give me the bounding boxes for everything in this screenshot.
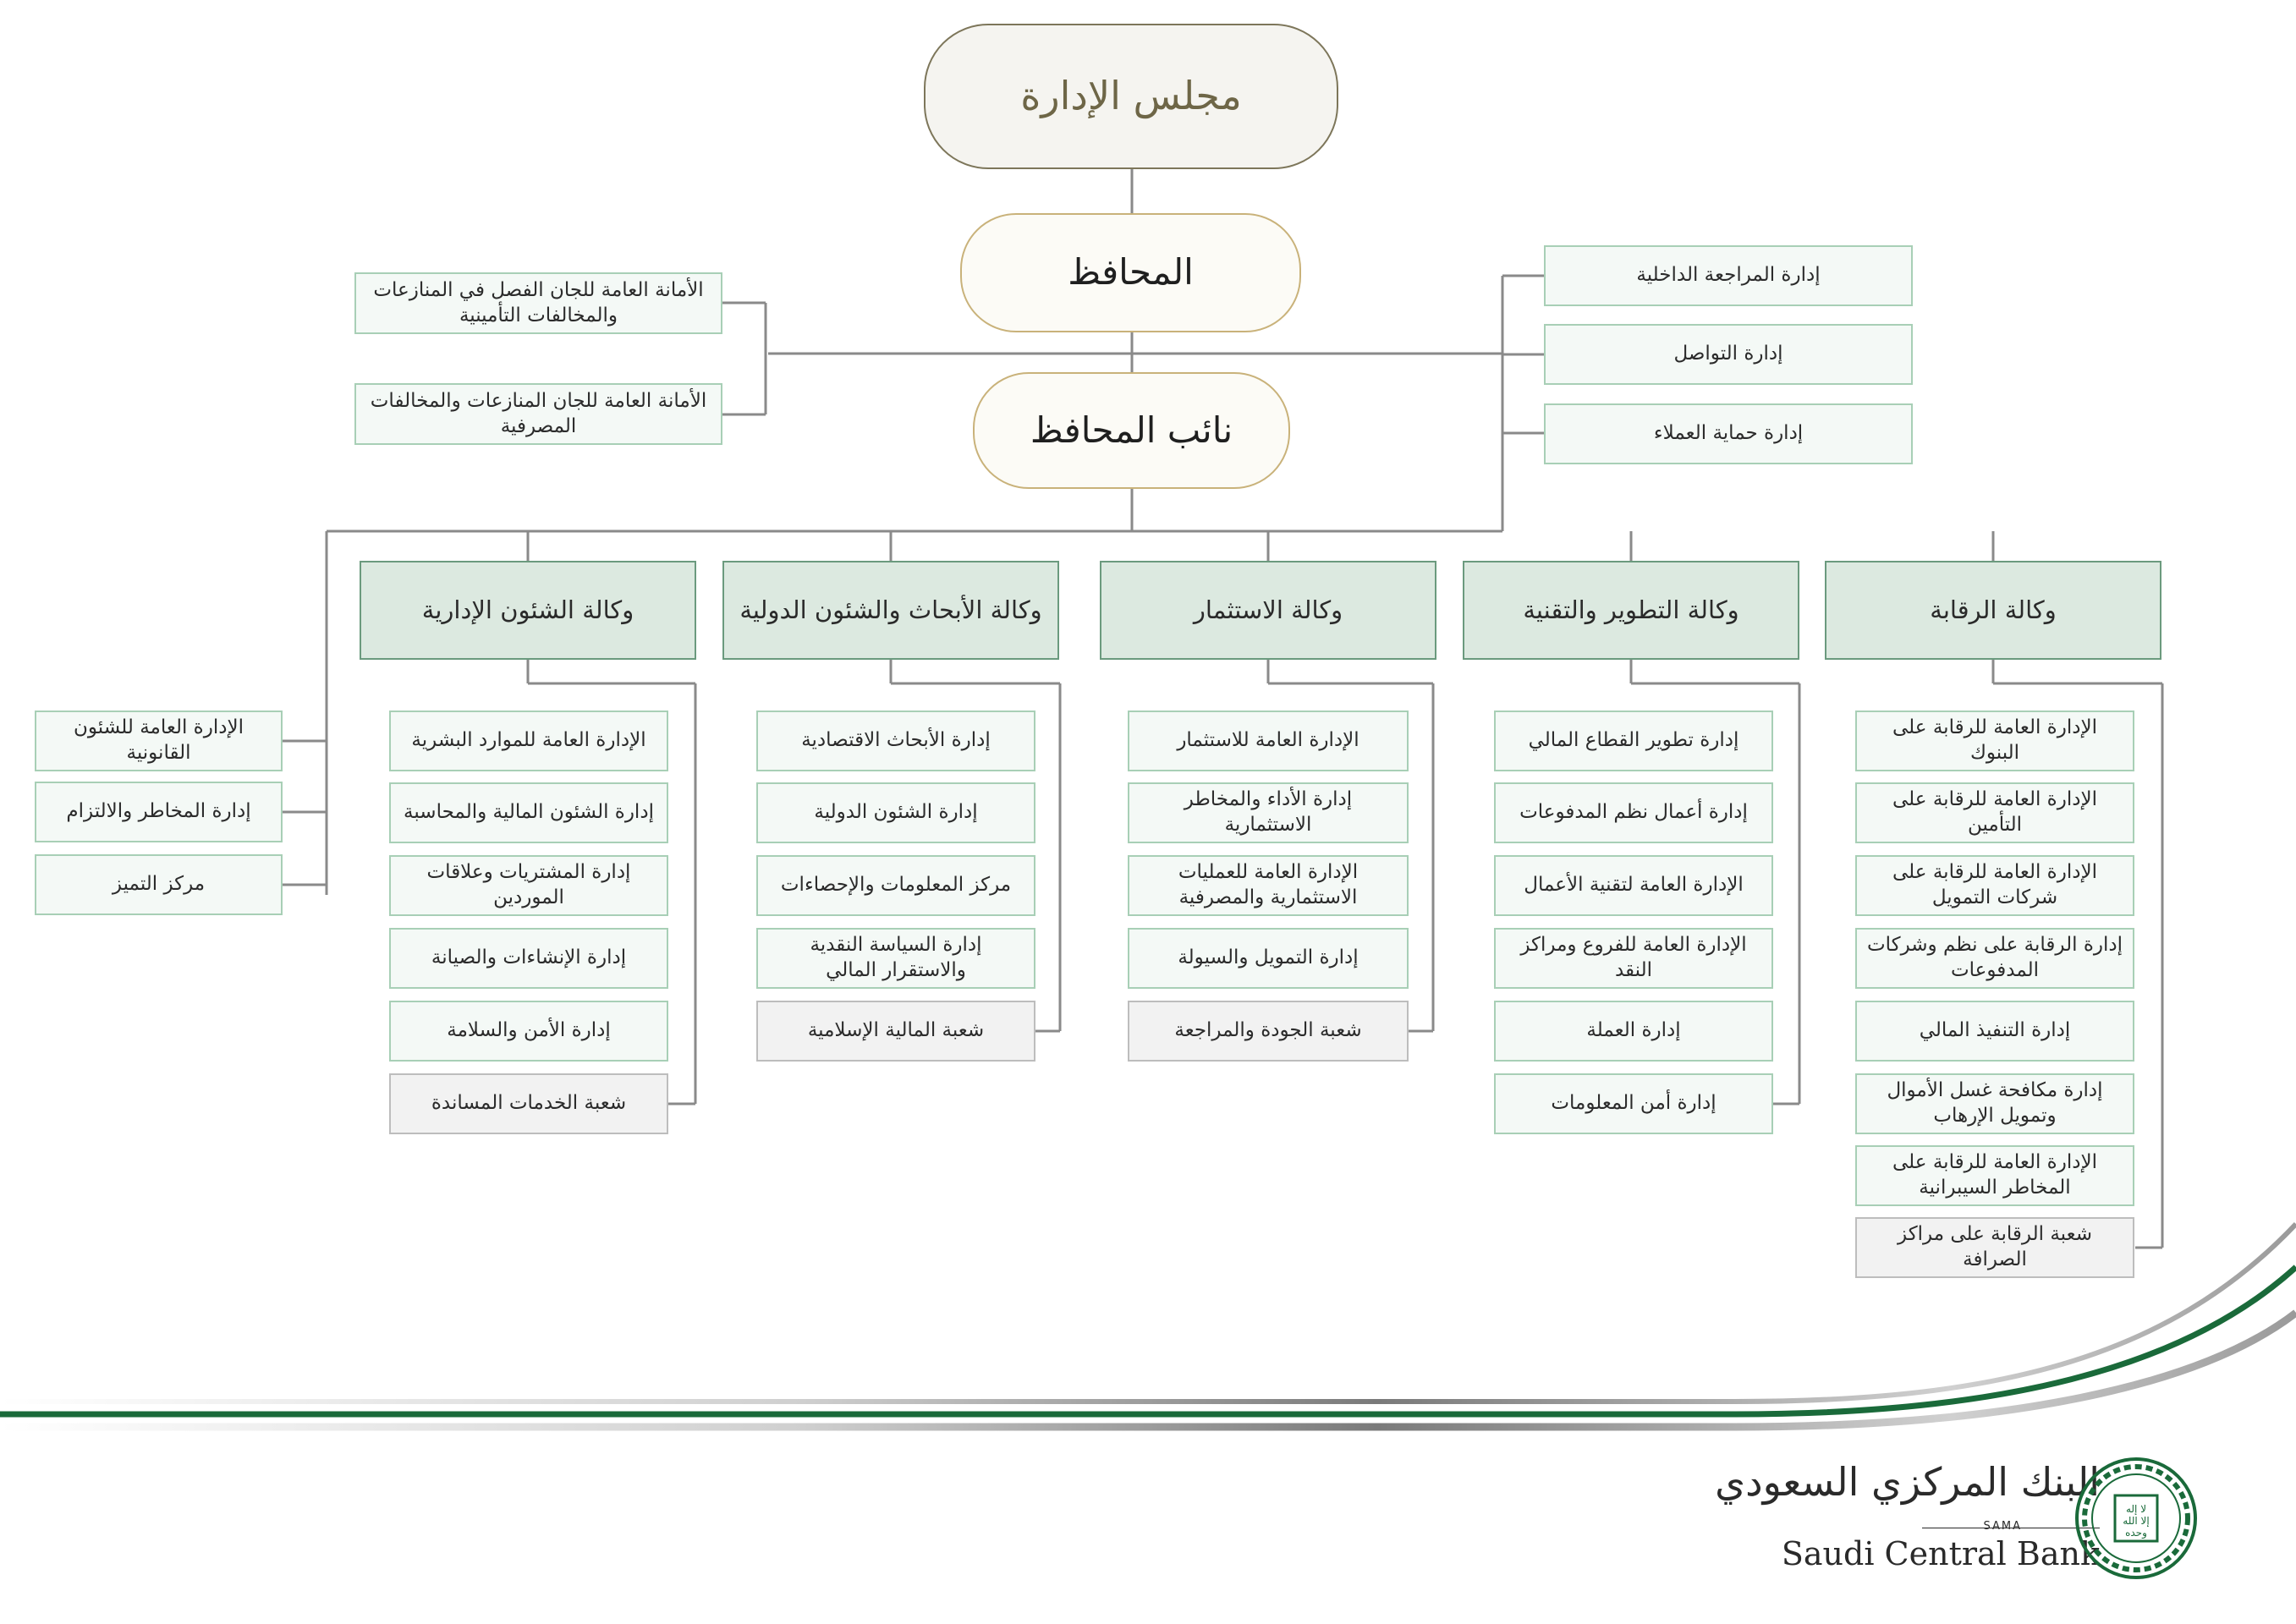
department-box: إدارة العملة <box>1494 1001 1773 1062</box>
admin-side-unit: الإدارة العامة للشئون القانونية <box>35 710 283 771</box>
svg-text:لا إله: لا إله <box>2125 1503 2147 1515</box>
agency-header: وكالة الرقابة <box>1825 561 2161 660</box>
division-box: شعبة الرقابة على مراكز الصرافة <box>1855 1217 2134 1278</box>
admin-side-unit: إدارة المخاطر والالتزام <box>35 782 283 842</box>
department-box: مركز المعلومات والإحصاءات <box>756 855 1035 916</box>
department-box: الإدارة العامة للرقابة على المخاطر السيبرانية <box>1855 1145 2134 1206</box>
department-box: الإدارة العامة للاستثمار <box>1128 710 1409 771</box>
svg-text:إلا الله: إلا الله <box>2123 1515 2150 1527</box>
division-box: شعبة الخدمات المساندة <box>389 1073 668 1134</box>
deputy-governor-node: نائب المحافظ <box>973 372 1290 489</box>
department-box: إدارة مكافحة غسل الأموال وتمويل الإرهاب <box>1855 1073 2134 1134</box>
agency-header: وكالة الشئون الإدارية <box>360 561 696 660</box>
department-box: الإدارة العامة لتقنية الأعمال <box>1494 855 1773 916</box>
department-box: إدارة التنفيذ المالي <box>1855 1001 2134 1062</box>
department-box: إدارة الأبحاث الاقتصادية <box>756 710 1035 771</box>
department-box: إدارة التمويل والسيولة <box>1128 928 1409 989</box>
department-box: إدارة الإنشاءات والصيانة <box>389 928 668 989</box>
right-unit: إدارة حماية العملاء <box>1544 403 1913 464</box>
department-box: إدارة أعمال نظم المدفوعات <box>1494 782 1773 843</box>
bank-abbreviation: SAMA <box>1983 1520 2022 1533</box>
admin-side-unit: مركز التميز <box>35 854 283 915</box>
department-box: الإدارة العامة للموارد البشرية <box>389 710 668 771</box>
board-node: مجلس الإدارة <box>924 24 1338 169</box>
department-box: الإدارة العامة للرقابة على شركات التمويل <box>1855 855 2134 916</box>
bank-name-english: Saudi Central Bank <box>1781 1535 2100 1572</box>
department-box: إدارة الشئون الدولية <box>756 782 1035 843</box>
department-box: الإدارة العامة للعمليات الاستثمارية والمصرفية <box>1128 855 1409 916</box>
department-box: إدارة الرقابة على نظم وشركات المدفوعات <box>1855 928 2134 989</box>
division-box: شعبة الجودة والمراجعة <box>1128 1001 1409 1062</box>
department-box: إدارة الأداء والمخاطر الاستثمارية <box>1128 782 1409 843</box>
department-box: إدارة المشتريات وعلاقات الموردين <box>389 855 668 916</box>
department-box: إدارة السياسة النقدية والاستقرار المالي <box>756 928 1035 989</box>
bank-logo <box>1715 1451 2200 1594</box>
right-unit: إدارة المراجعة الداخلية <box>1544 245 1913 306</box>
svg-text:وحده: وحده <box>2125 1527 2147 1539</box>
department-box: الإدارة العامة للفروع ومراكز النقد <box>1494 928 1773 989</box>
left-unit: الأمانة العامة للجان الفصل في المنازعات والمخالفات التأمينية <box>354 272 722 334</box>
agency-header: وكالة التطوير والتقنية <box>1463 561 1799 660</box>
department-box: إدارة الأمن والسلامة <box>389 1001 668 1062</box>
department-box: إدارة تطوير القطاع المالي <box>1494 710 1773 771</box>
left-unit: الأمانة العامة للجان المنازعات والمخالفات المصرفية <box>354 383 722 445</box>
department-box: الإدارة العامة للرقابة على التأمين <box>1855 782 2134 843</box>
department-box: الإدارة العامة للرقابة على البنوك <box>1855 710 2134 771</box>
bank-name-arabic: البنك المركزي السعودي <box>1715 1459 2100 1505</box>
right-unit: إدارة التواصل <box>1544 324 1913 385</box>
governor-node: المحافظ <box>960 213 1301 332</box>
department-box: إدارة أمن المعلومات <box>1494 1073 1773 1134</box>
bank-seal-icon <box>2073 1455 2200 1582</box>
agency-header: وكالة الأبحاث والشئون الدولية <box>722 561 1059 660</box>
department-box: إدارة الشئون المالية والمحاسبة <box>389 782 668 843</box>
agency-header: وكالة الاستثمار <box>1100 561 1436 660</box>
division-box: شعبة المالية الإسلامية <box>756 1001 1035 1062</box>
